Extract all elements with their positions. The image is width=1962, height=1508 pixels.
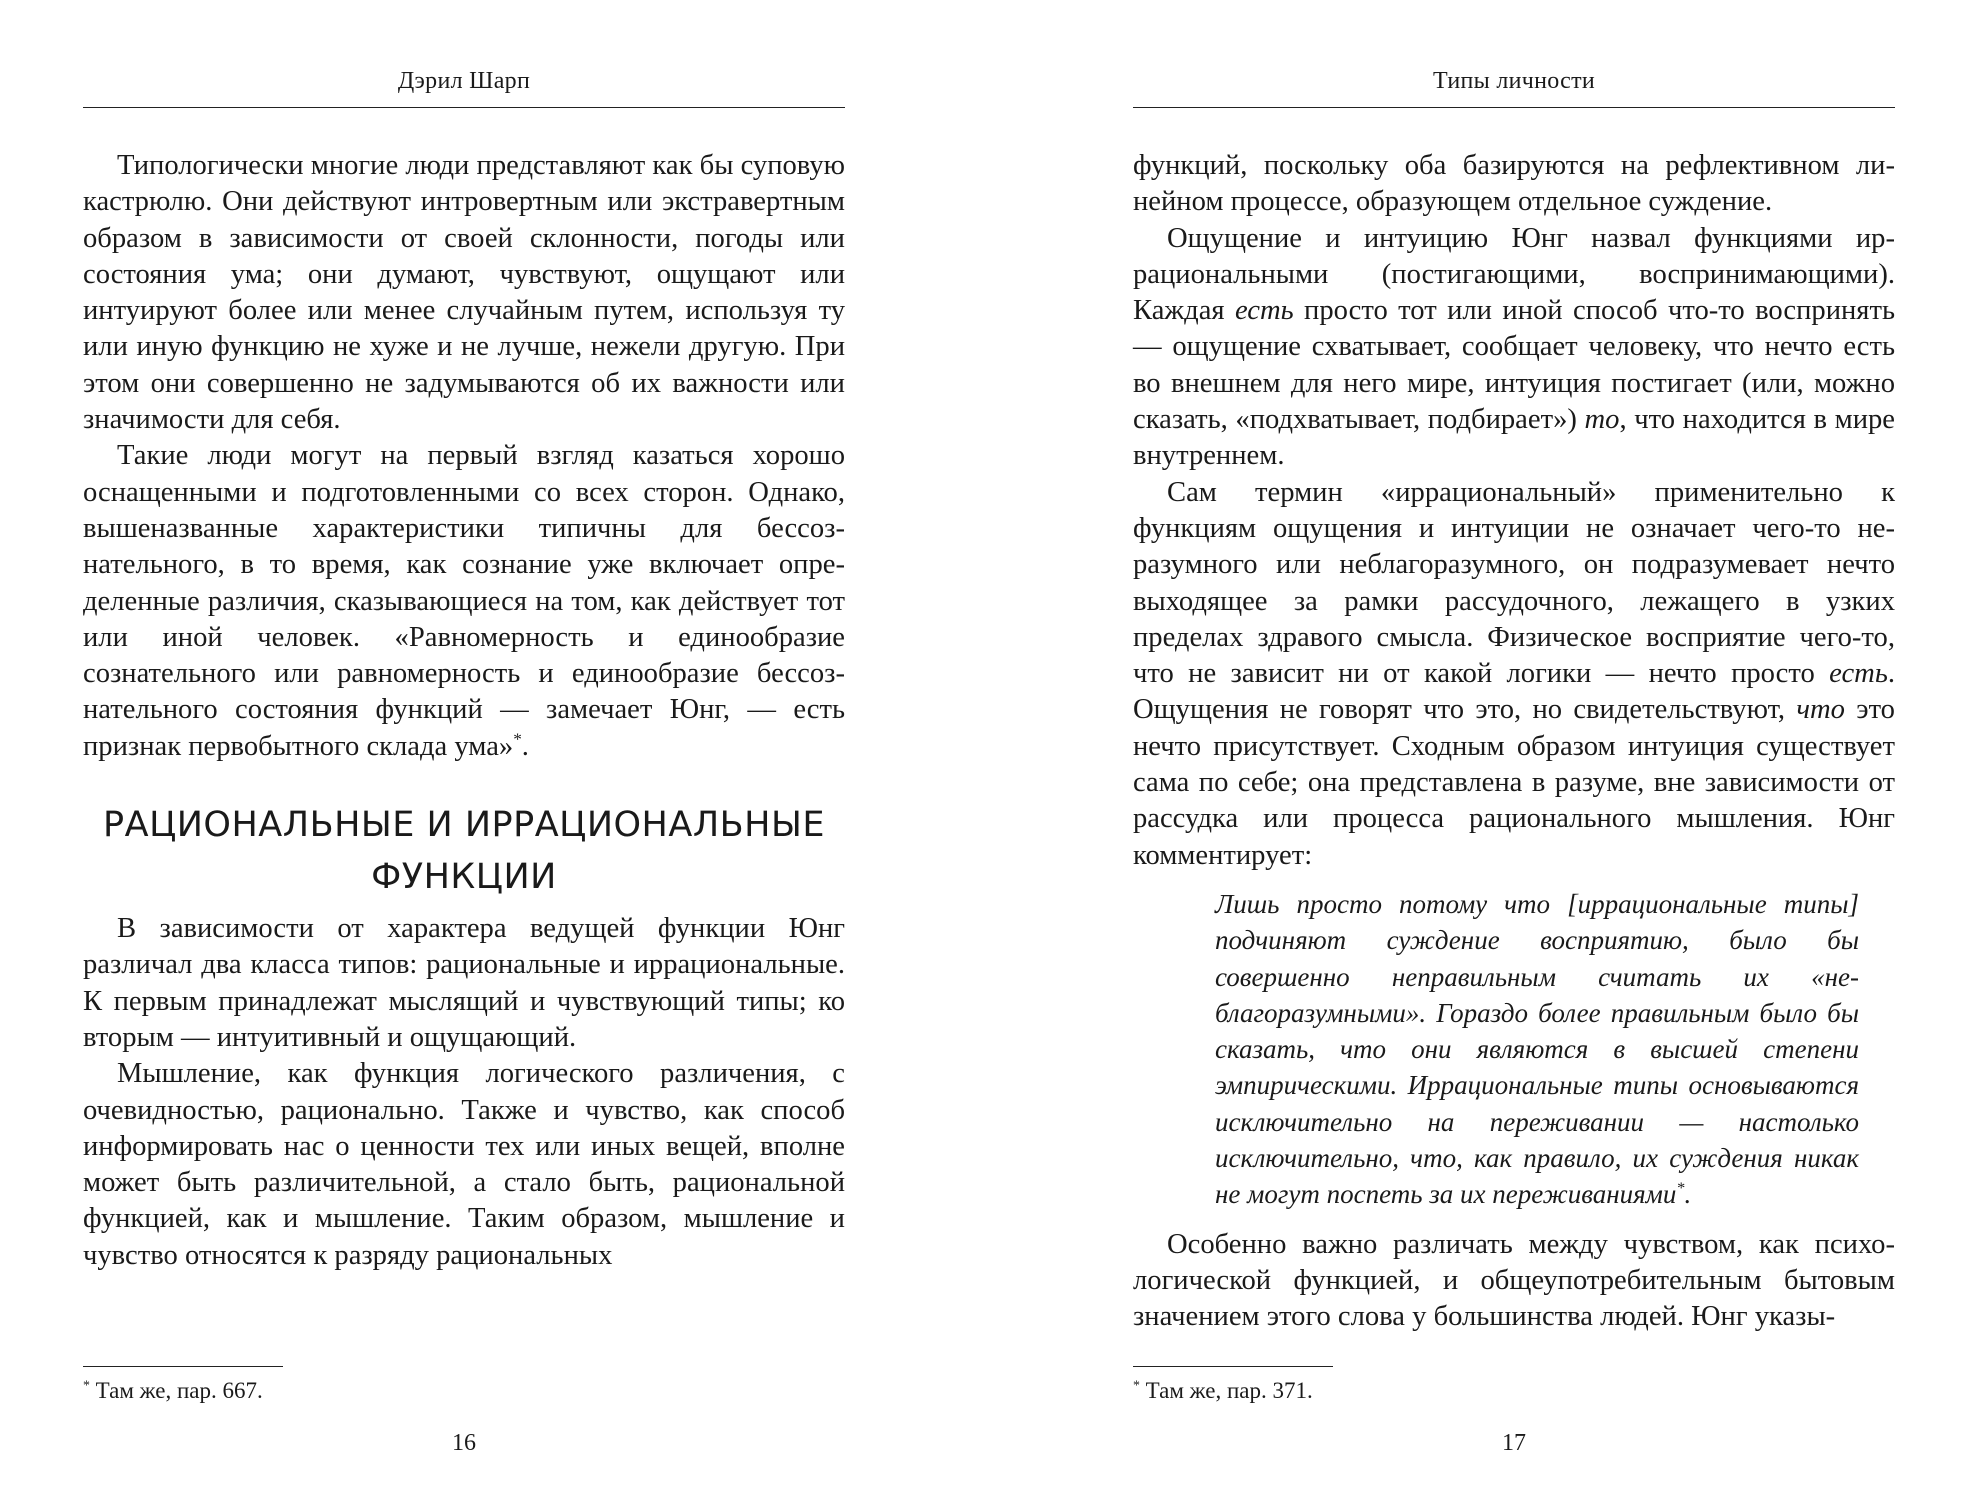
section-title <box>83 799 845 903</box>
running-head-author: Дэрил Шарп <box>397 68 531 94</box>
emphasis: то <box>1584 404 1620 436</box>
footnote-text: Там же, пар. 371. <box>1139 1378 1313 1403</box>
paragraph <box>83 438 845 765</box>
paragraph-text: Ощущение и интуицию Юнг назвал функциями иррациональными (постигающими, воспринимающими). Каждая <box>1133 222 1895 327</box>
body-text <box>83 148 845 1274</box>
paragraph-end: . <box>521 730 529 762</box>
paragraph-text: это нечто присутствует. Сходным образом интуиция существует сама по себе; она представлена в разуме, вне зависимости от рассудка или процесса рационального мышления. Юнг комментирует: <box>1133 694 1895 871</box>
paragraph-text: , что находится в мире внутреннем. <box>1133 404 1895 472</box>
quote-end: . <box>1684 1179 1692 1210</box>
paragraph: Мышление, как функция логического различения, с очевидностью, рационально. Также и чувство, как способ информировать нас о ценности тех или иных вещей, вполне может быть различительной, а стало быть, рациональной функцией, как и мышление. Таким образом, мышление и чувство относятся к разряду рациональных <box>83 1058 845 1271</box>
section-title-line: РАЦИОНАЛЬНЫЕ И ИРРАЦИОНАЛЬНЫЕ <box>103 805 825 846</box>
running-head-title: Типы личности <box>1432 68 1596 94</box>
body-text <box>1133 148 1895 1336</box>
paragraph <box>1133 221 1895 475</box>
quote-text: Лишь просто потому что [иррациональные типы] подчиняют суждение восприятию, было бы совершенно неправильным считать их «неблагоразумными». Гораздо более правильным было бы сказать, что они являются в высшей степени эмпирическими. Иррациональные типы основываются исключительно на переживании — настолько исключительно, что, как правило, их суждения никак не могут поспеть за их переживаниями <box>1215 888 1859 1210</box>
footnote-rule <box>1133 1366 1333 1367</box>
paragraph: функций, поскольку оба базируются на рефлективном линейном процессе, образующем отдельное суждение. <box>1133 150 1895 218</box>
footnote-text: Там же, пар. 667. <box>89 1378 263 1403</box>
emphasis: есть <box>1234 295 1294 327</box>
footnote <box>83 1376 263 1406</box>
block-quote <box>1215 886 1859 1213</box>
footnote-marker[interactable]: * <box>1676 1179 1685 1198</box>
page-number: 17 <box>1502 1430 1526 1456</box>
paragraph-text: Сам термин «иррациональный» применительно к функциям ощущения и интуиции не означает чего-то неразумного или неблагоразумного, он подразумевает нечто выходящее за рамки рассудочного, лежащего в узких пределах здравого смысла. Физическое восприятие чего-то, что не зависит ни от какой логики — нечто просто <box>1133 476 1895 690</box>
footnote-rule <box>83 1366 283 1367</box>
footnote-marker: * <box>1133 1377 1140 1393</box>
paragraph-text: . Ощущения не говорят что это, но свидетельствуют, <box>1133 658 1895 726</box>
emphasis: есть <box>1829 658 1888 690</box>
paragraph: Особенно важно различать между чувством, как психологической функцией, и общеупотребительным бытовым значением этого слова у большинства людей. Юнг указы- <box>1133 1228 1895 1333</box>
header-rule <box>83 107 845 108</box>
section-title-line: ФУНКЦИИ <box>371 857 557 898</box>
footnote-marker: * <box>83 1377 90 1393</box>
page-number: 16 <box>452 1430 476 1456</box>
emphasis: что <box>1796 694 1845 726</box>
paragraph-text: Такие люди могут на первый взгляд казаться хорошо оснащенными и подготовленными со всех сторон. Однако, вышеназванные характеристики типичны для бессознательного, в то время, как сознание уже включает определенные различия, сказывающиеся на том, как действует тот или иной человек. «Равномерность и единообразие сознательного или равномерность и единообразие бессознательного состояния функций — замечает Юнг, — есть признак первобытного склада ума» <box>83 440 845 762</box>
footnote-marker[interactable]: * <box>513 729 522 749</box>
paragraph: Типологически многие люди представляют как бы суповую кастрюлю. Они действуют интровертным или экстравертным образом в зависимости от своей склонности, погоды или состояния ума; они думают, чувствуют, ощущают или интуируют более или менее случайным путем, используя ту или иную функцию не хуже и не лучше, нежели другую. При этом они совершенно не задумываются об их важности или значимости для себя. <box>83 150 845 436</box>
paragraph-text: просто тот или иной способ что-то воспринять — ощущение схватывает, сообщает человеку, что нечто есть во внешнем для него мире, интуиция постигает (или, можно сказать, «подхватывает, подбирает») <box>1133 295 1895 436</box>
footnote <box>1133 1376 1313 1406</box>
paragraph <box>1133 475 1895 874</box>
paragraph: В зависимости от характера ведущей функции Юнг различал два класса типов: рациональные и иррациональные. К первым принадлежат мыслящий и чувствующий типы; ко вторым — интуитивный и ощущающий. <box>83 913 845 1053</box>
header-rule <box>1133 107 1895 108</box>
